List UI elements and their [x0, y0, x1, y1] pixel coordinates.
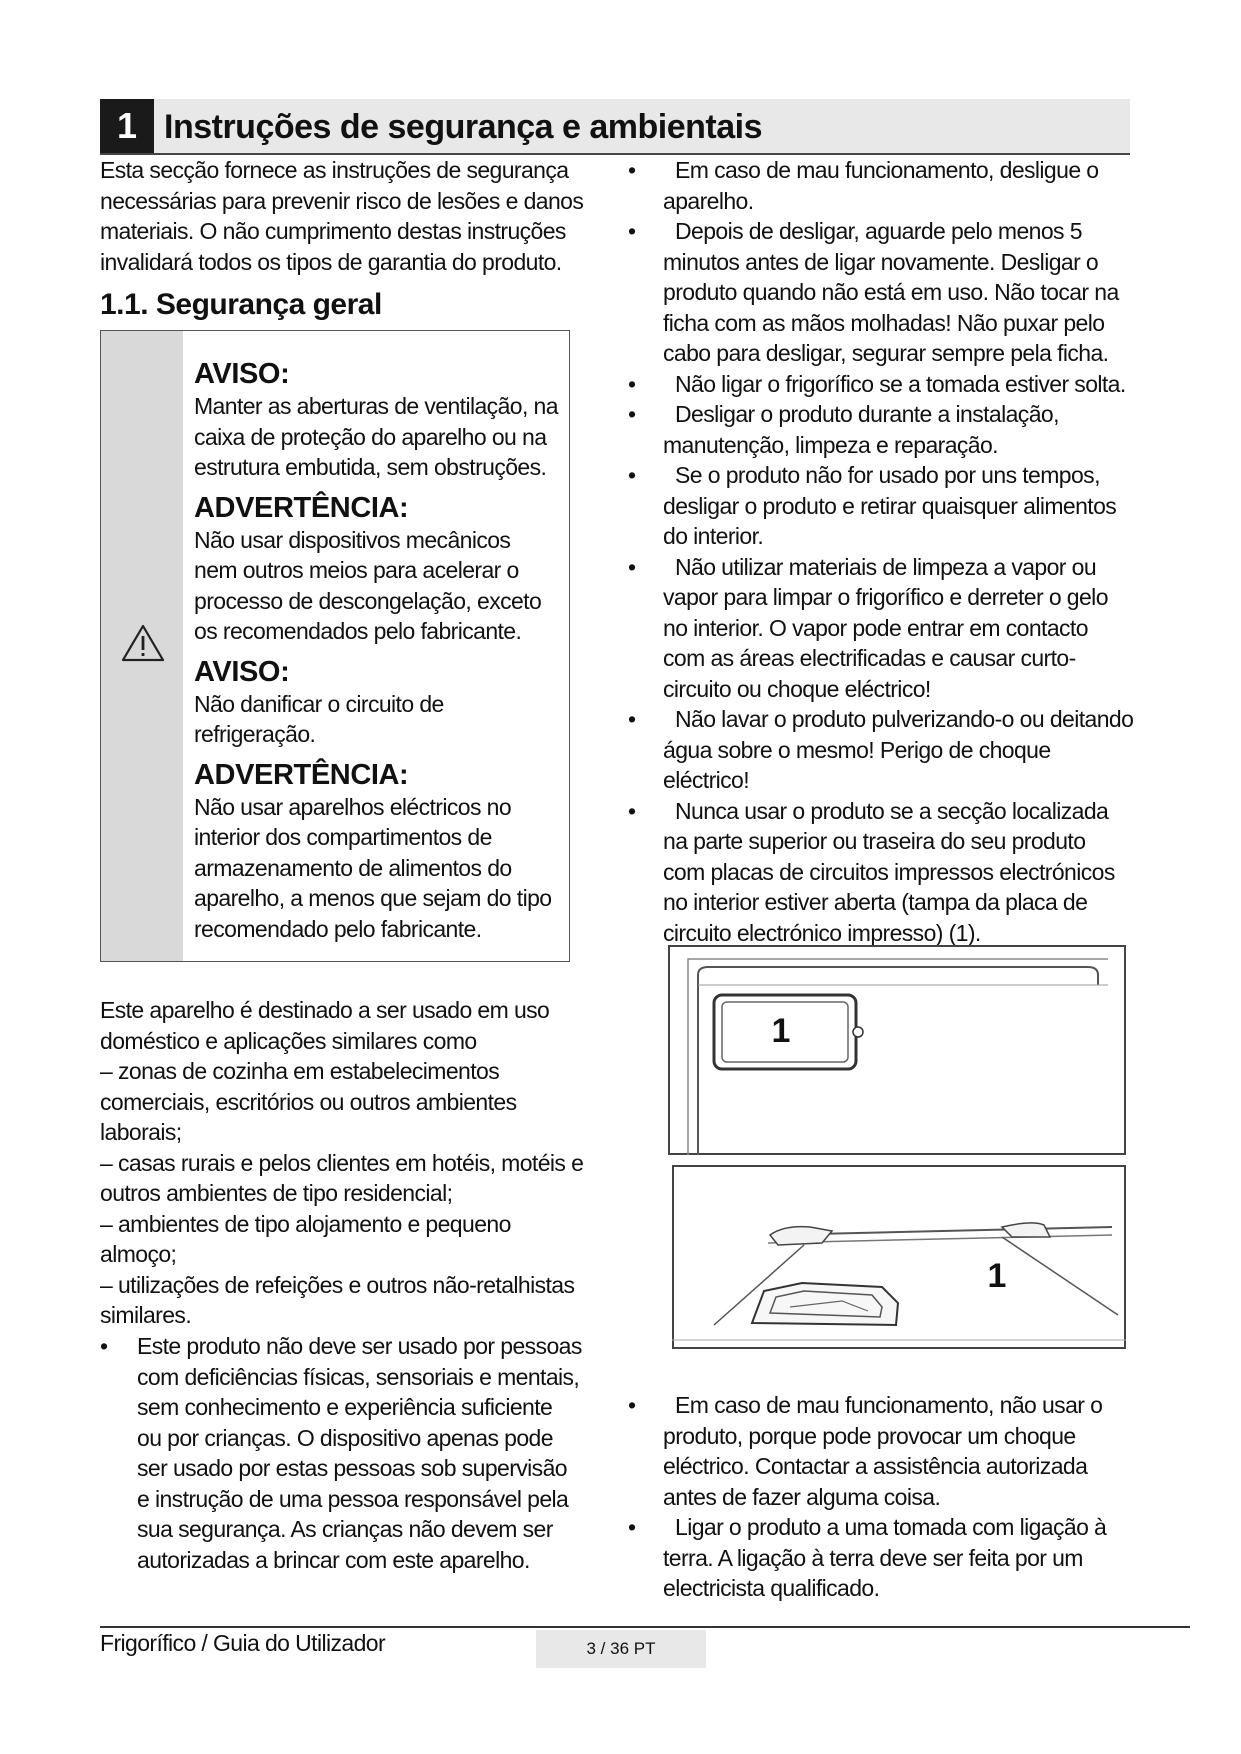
text-line: recomendado pelo fabricante. [194, 915, 482, 942]
text-line: necessárias para prevenir risco de lesões e danos [100, 187, 584, 214]
chapter-header [100, 99, 1130, 155]
figure-rear-pcb-cover [672, 1165, 1126, 1349]
text-line: electricista qualificado. [663, 1575, 880, 1601]
text-line: – zonas de cozinha em estabelecimentos [100, 1058, 500, 1084]
text-line: desligar o produto e retirar quaisquer alimentos [663, 492, 1117, 519]
list-item [628, 552, 1148, 705]
list-item [628, 460, 1148, 552]
text-line: sua segurança. As crianças não devem ser [137, 1516, 553, 1542]
text-line: água sobre o mesmo! Perigo de choque [663, 736, 1051, 763]
text-line: Não danificar o circuito de [194, 690, 444, 717]
usage-paragraph [100, 995, 620, 1331]
chapter-title: Instruções de segurança e ambientais [164, 108, 763, 146]
text-line: manutenção, limpeza e reparação. [663, 431, 998, 458]
text-line: sem conhecimento e experiência suficiente [137, 1394, 553, 1420]
list-item [628, 704, 1148, 796]
text-line: ser usado por estas pessoas sob supervisão [137, 1455, 567, 1481]
text-line: interior dos compartimentos de [194, 824, 492, 850]
list-item [628, 1512, 1148, 1604]
text-line: vapor para limpar o frigorífico e derreter o gelo [663, 584, 1108, 610]
text-line: ficha com as mãos molhadas! Não puxar pelo [663, 309, 1105, 336]
warning-heading: AVISO: [194, 358, 290, 390]
text-line: minutos antes de ligar novamente. Desligar o [663, 248, 1099, 275]
text-line: Não usar aparelhos eléctricos no [194, 793, 512, 820]
figure-top-pcb-cover [668, 945, 1126, 1155]
chapter-number: 1 [100, 99, 154, 153]
text-line: com deficiências físicas, sensoriais e mentais, [137, 1363, 580, 1390]
text-line: refrigeração. [194, 721, 316, 747]
list-item [628, 216, 1148, 369]
text-line: autorizadas a brincar com este aparelho. [137, 1546, 530, 1573]
list-item [628, 1390, 1148, 1512]
text-line: – ambientes de tipo alojamento e pequeno [100, 1210, 511, 1237]
text-line: produto quando não está em uso. Não tocar na [663, 279, 1119, 305]
text-line: Este aparelho é destinado a ser usado em uso [100, 997, 550, 1023]
warning-text [194, 792, 566, 945]
figure-label: 1 [771, 1012, 791, 1050]
list-item [628, 796, 1148, 949]
text-line: no interior estiver aberta (tampa da placa de [663, 889, 1088, 915]
warning-box [100, 330, 570, 962]
text-line: Não usar dispositivos mecânicos [194, 526, 511, 553]
text-line: armazenamento de alimentos do [194, 854, 512, 881]
footer-title: Frigorífico / Guia do Utilizador [100, 1630, 386, 1656]
text-line: Não ligar o frigorífico se a tomada estiver solta. [675, 370, 1126, 397]
text-line: comerciais, escritórios ou outros ambientes [100, 1088, 517, 1115]
text-line: Se o produto não for usado por uns tempos, [675, 462, 1100, 488]
warning-text [194, 689, 566, 750]
text-line: Ligar o produto a uma tomada com ligação à [675, 1514, 1107, 1540]
section-title: 1.1. Segurança geral [100, 288, 382, 321]
left-bullet-list [100, 1331, 620, 1575]
text-line: – utilizações de refeições e outros não-retalhistas [100, 1271, 575, 1298]
warning-triangle-icon [121, 623, 165, 663]
text-line: Não lavar o produto pulverizando-o ou deitando [675, 706, 1134, 732]
text-line: Nunca usar o produto se a secção localizada [675, 797, 1109, 824]
warning-content [194, 357, 566, 952]
page-number: 3 / 36 PT [536, 1630, 706, 1668]
text-line: doméstico e aplicações similares como [100, 1027, 477, 1054]
text-line: nem outros meios para acelerar o [194, 557, 519, 583]
text-line: do interior. [663, 523, 764, 549]
text-line: estrutura embutida, sem obstruções. [194, 454, 547, 480]
right-bullet-list [628, 155, 1148, 948]
footer-divider [100, 1626, 1190, 1628]
text-line: Não utilizar materiais de limpeza a vapor ou [675, 553, 1097, 580]
text-line: caixa de proteção do aparelho ou na [194, 423, 547, 450]
text-line: os recomendados pelo fabricante. [194, 618, 522, 644]
text-line: Esta secção fornece as instruções de segurança [100, 157, 569, 183]
text-line: na parte superior ou traseira do seu produto [663, 828, 1086, 854]
text-line: Depois de desligar, aguarde pelo menos 5 [675, 218, 1082, 244]
text-line: com as áreas electrificadas e causar curto- [663, 645, 1076, 671]
list-item [628, 155, 1148, 216]
text-line: terra. A ligação à terra deve ser feita por um [663, 1544, 1083, 1571]
text-line: outros ambientes de tipo residencial; [100, 1180, 453, 1206]
text-line: produto, porque pode provocar um choque [663, 1422, 1076, 1449]
warning-strip [101, 331, 183, 961]
text-line: aparelho, a menos que sejam do tipo [194, 885, 552, 911]
warning-heading: ADVERTÊNCIA: [194, 491, 409, 524]
warning-text [194, 525, 566, 647]
figure-label: 1 [987, 1257, 1007, 1295]
text-line: Em caso de mau funcionamento, desligue o [675, 157, 1099, 183]
text-line: Este produto não deve ser usado por pessoas [137, 1333, 582, 1359]
list-item [628, 399, 1148, 460]
text-line: aparelho. [663, 187, 754, 214]
warning-heading: ADVERTÊNCIA: [194, 758, 409, 791]
text-line: ou por crianças. O dispositivo apenas pode [137, 1424, 553, 1451]
text-line: cabo para desligar, segurar sempre pela ficha. [663, 340, 1109, 366]
text-line: invalidará todos os tipos de garantia do produto. [100, 248, 562, 275]
text-line: eléctrico! [663, 767, 750, 793]
right-bullet-list-2 [628, 1390, 1148, 1604]
intro-paragraph [100, 155, 610, 277]
warning-heading: AVISO: [194, 655, 290, 688]
warning-text [194, 391, 566, 483]
text-line: similares. [100, 1302, 192, 1328]
text-line: processo de descongelação, exceto [194, 587, 542, 614]
list-item [100, 1331, 620, 1575]
text-line: circuito electrónico impresso) (1). [663, 919, 981, 946]
text-line: no interior. O vapor pode entrar em contacto [663, 614, 1088, 641]
text-line: e instrução de uma pessoa responsável pela [137, 1485, 569, 1512]
text-line: laborais; [100, 1119, 182, 1145]
text-line: antes de fazer alguma coisa. [663, 1483, 941, 1510]
text-line: Manter as aberturas de ventilação, na [194, 393, 558, 419]
text-line: Desligar o produto durante a instalação, [675, 401, 1059, 427]
text-line: almoço; [100, 1241, 177, 1267]
text-line: circuito ou choque eléctrico! [663, 675, 931, 702]
text-line: – casas rurais e pelos clientes em hotéis, motéis e [100, 1149, 584, 1176]
text-line: eléctrico. Contactar a assistência autorizada [663, 1453, 1088, 1479]
text-line: com placas de circuitos impressos electrónicos [663, 858, 1115, 885]
list-item [628, 369, 1148, 400]
text-line: Em caso de mau funcionamento, não usar o [675, 1392, 1103, 1418]
text-line: materiais. O não cumprimento destas instruções [100, 218, 566, 244]
